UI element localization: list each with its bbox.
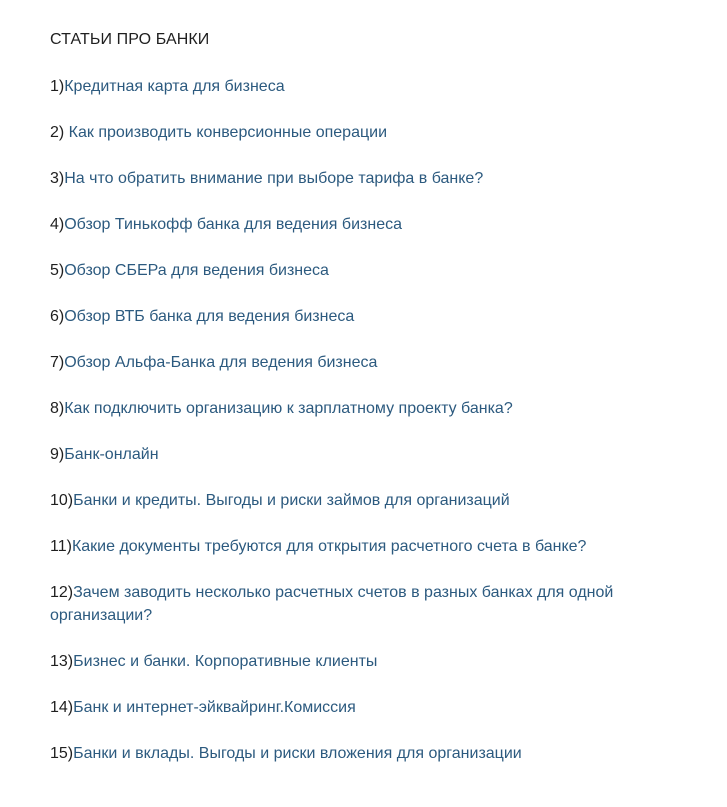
article-item-4 bbox=[50, 213, 690, 236]
article-number: 5) bbox=[50, 262, 65, 279]
article-item-8 bbox=[50, 397, 690, 420]
article-link-15[interactable]: Банки и вклады. Выгоды и риски вложения для организации bbox=[73, 745, 522, 762]
article-number: 7) bbox=[50, 354, 65, 371]
article-link-4[interactable]: Обзор Тинькофф банка для ведения бизнеса bbox=[64, 216, 402, 233]
article-list bbox=[50, 75, 690, 765]
article-link-2[interactable]: Как производить конверсионные операции bbox=[68, 124, 387, 141]
article-item-5 bbox=[50, 259, 690, 282]
article-link-13[interactable]: Бизнес и банки. Корпоративные клиенты bbox=[73, 653, 378, 670]
article-number: 15) bbox=[50, 745, 74, 762]
article-item-3 bbox=[50, 167, 690, 190]
article-number: 1) bbox=[50, 78, 65, 95]
page-title: СТАТЬИ ПРО БАНКИ bbox=[50, 31, 210, 48]
article-link-9[interactable]: Банк-онлайн bbox=[64, 446, 159, 463]
article-link-10[interactable]: Банки и кредиты. Выгоды и риски займов для организаций bbox=[73, 492, 510, 509]
article-number: 9) bbox=[50, 446, 65, 463]
article-number: 8) bbox=[50, 400, 65, 417]
article-item-15 bbox=[50, 742, 690, 765]
article-link-14[interactable]: Банк и интернет-эйквайринг.Комиссия bbox=[73, 699, 356, 716]
article-item-1 bbox=[50, 75, 690, 98]
article-link-5[interactable]: Обзор СБЕРа для ведения бизнеса bbox=[64, 262, 329, 279]
article-link-7[interactable]: Обзор Альфа-Банка для ведения бизнеса bbox=[64, 354, 378, 371]
article-item-11 bbox=[50, 535, 690, 558]
article-number: 3) bbox=[50, 170, 65, 187]
article-item-10 bbox=[50, 489, 690, 512]
article-number: 11) bbox=[50, 538, 72, 555]
article-number: 12) bbox=[50, 584, 74, 601]
article-link-6[interactable]: Обзор ВТБ банка для ведения бизнеса bbox=[64, 308, 355, 325]
article-number: 4) bbox=[50, 216, 65, 233]
article-number: 14) bbox=[50, 699, 74, 716]
article-item-2 bbox=[50, 121, 690, 144]
article-item-9 bbox=[50, 443, 690, 466]
article-number: 2) bbox=[50, 124, 69, 141]
article-item-6 bbox=[50, 305, 690, 328]
article-item-7 bbox=[50, 351, 690, 374]
article-number: 6) bbox=[50, 308, 65, 325]
article-link-8[interactable]: Как подключить организацию к зарплатному проекту банка? bbox=[64, 400, 513, 417]
article-number: 13) bbox=[50, 653, 74, 670]
article-item-13 bbox=[50, 650, 690, 673]
article-link-12[interactable]: Зачем заводить несколько расчетных счетов в разных банках для одной организации? bbox=[50, 584, 614, 624]
article-list-page bbox=[50, 29, 690, 788]
article-link-1[interactable]: Кредитная карта для бизнеса bbox=[64, 78, 285, 95]
article-item-12 bbox=[50, 581, 690, 627]
article-link-11[interactable]: Какие документы требуются для открытия расчетного счета в банке? bbox=[71, 538, 587, 555]
article-number: 10) bbox=[50, 492, 74, 509]
article-item-14 bbox=[50, 696, 690, 719]
article-link-3[interactable]: На что обратить внимание при выборе тарифа в банке? bbox=[64, 170, 484, 187]
